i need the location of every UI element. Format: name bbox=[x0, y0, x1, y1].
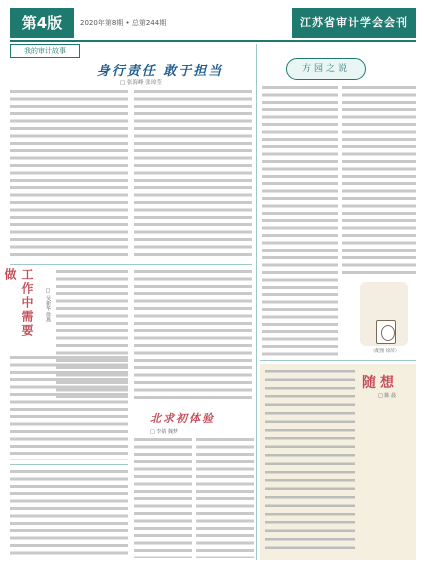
article-text-col-2 bbox=[134, 90, 252, 258]
masthead bbox=[10, 8, 416, 40]
page-number-tab: 第4版 bbox=[10, 8, 74, 38]
random-thoughts-author: □ 陈 晨 bbox=[378, 393, 396, 399]
column-divider bbox=[256, 44, 257, 560]
right-section-divider bbox=[260, 360, 416, 361]
right-text-col-2 bbox=[342, 86, 416, 274]
poem-text bbox=[265, 370, 355, 550]
portrait-sketch-icon bbox=[376, 320, 396, 344]
article-byline: □ 张海峰 张琼莹 bbox=[120, 80, 162, 86]
publication-brand: 江苏省审计学会会刊 bbox=[292, 8, 416, 38]
issue-info: 2020年第8期 • 总第244期 bbox=[80, 19, 167, 27]
random-thoughts-title: 随想 bbox=[362, 375, 398, 391]
right-column-title: 方园之说 bbox=[286, 58, 366, 80]
side-feature-author: □ 吴新华 徐燕 bbox=[45, 288, 51, 323]
side-text-col-1b bbox=[10, 356, 128, 460]
column-title: 我的审计故事 bbox=[10, 44, 80, 58]
bottom-text-col-1 bbox=[134, 438, 192, 558]
sketch-caption: （配图 徐萍） bbox=[370, 349, 400, 354]
bottom-article-byline: □ 李婧 魏梦 bbox=[150, 429, 178, 435]
side-feature-title: 工作中需要做 bbox=[3, 268, 34, 338]
bottom-left-divider bbox=[10, 464, 128, 465]
side-text-col-2 bbox=[134, 270, 252, 402]
bottom-left-text bbox=[10, 470, 128, 558]
bottom-text-col-2 bbox=[196, 438, 254, 558]
section-divider bbox=[10, 264, 252, 265]
masthead-rule bbox=[10, 40, 416, 42]
article-title: 身行责任 敢于担当 bbox=[96, 64, 224, 79]
article-text-col-1 bbox=[10, 90, 128, 258]
right-text-col-1 bbox=[262, 86, 338, 356]
bottom-article-title: 北求初体验 bbox=[150, 412, 215, 425]
